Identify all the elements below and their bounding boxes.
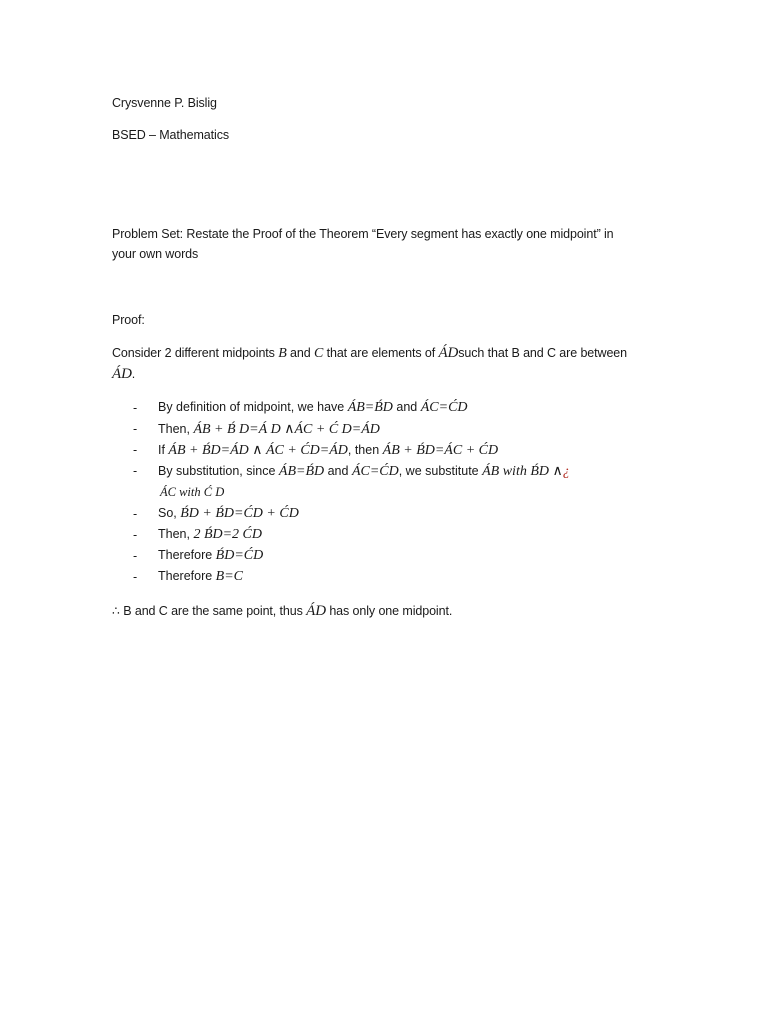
proof-heading: Proof: bbox=[112, 313, 145, 327]
intro-text-2: that are elements of bbox=[323, 346, 439, 360]
step-content bbox=[158, 506, 299, 522]
step-bullet: - bbox=[133, 443, 138, 457]
step-math: ÁB=B́D bbox=[278, 464, 325, 479]
therefore-symbol: ∴ bbox=[112, 604, 120, 618]
step-continuation: ÁC with Ć D bbox=[160, 485, 225, 499]
step-math-2: ÁB + B́D=ÁC + ĆD bbox=[382, 443, 499, 458]
step-text: Therefore bbox=[158, 569, 216, 583]
step-bullet: - bbox=[133, 401, 138, 415]
step-text: If bbox=[158, 443, 169, 457]
intro-var-b: B bbox=[278, 346, 287, 361]
intro-and: and bbox=[286, 346, 314, 360]
intro-text-3: such that B and C are between bbox=[458, 346, 628, 360]
intro-text-1: Consider 2 different midpoints bbox=[112, 346, 279, 360]
intro-period: . bbox=[131, 367, 136, 381]
step-math: B=C bbox=[215, 569, 244, 584]
author-name: Crysvenne P. Bislig bbox=[112, 96, 217, 110]
step-mid: and bbox=[324, 464, 352, 478]
step-math: ÁB=B́D bbox=[347, 400, 393, 415]
intro-segment-ad-2: ÁD bbox=[112, 366, 132, 382]
step-text: By definition of midpoint, we have bbox=[158, 400, 348, 414]
step-text: Then, bbox=[158, 422, 194, 436]
problem-statement-line-1: Problem Set: Restate the Proof of the Theorem “Every segment has exactly one midpoint” in bbox=[112, 227, 614, 241]
proof-intro-line-1 bbox=[112, 345, 627, 362]
step-text: By substitution, since bbox=[158, 464, 279, 478]
step-content bbox=[158, 442, 498, 459]
step-mid: and bbox=[392, 400, 421, 414]
step-math: B́D + B́D=ĆD + ĆD bbox=[180, 506, 299, 521]
step-text: Then, bbox=[158, 527, 194, 541]
step-text: So, bbox=[158, 506, 181, 520]
step-content bbox=[158, 421, 380, 438]
conclusion-segment-ad: ÁD bbox=[306, 603, 326, 619]
step-math: B́D=ĆD bbox=[215, 548, 264, 563]
step-bullet: - bbox=[133, 549, 138, 563]
step-mid: , then bbox=[347, 443, 383, 457]
conclusion-text-1: B and C are the same point, thus bbox=[119, 604, 307, 618]
step-math-3: ÁB with B́D ∧ bbox=[482, 464, 563, 479]
intro-segment-ad: ÁD bbox=[438, 345, 459, 361]
proof-intro-line-2 bbox=[112, 366, 135, 382]
step-bullet: - bbox=[133, 570, 138, 584]
step-content bbox=[158, 463, 570, 480]
step-bullet: - bbox=[133, 422, 138, 436]
step-content bbox=[158, 400, 468, 416]
step-bullet: - bbox=[133, 507, 138, 521]
step-error-mark: ¿ bbox=[562, 464, 570, 479]
step-content bbox=[158, 569, 243, 585]
course-name: BSED – Mathematics bbox=[112, 128, 229, 142]
step-content bbox=[158, 548, 263, 564]
intro-var-c: C bbox=[313, 346, 324, 361]
step-end: , we substitute bbox=[398, 464, 483, 478]
step-math: ÁB + B́ D=Á D ∧ÁC + Ć D=ÁD bbox=[193, 422, 380, 437]
step-math-2: ÁC=ĆD bbox=[420, 400, 468, 415]
step-bullet: - bbox=[133, 528, 138, 542]
step-bullet: - bbox=[133, 464, 138, 478]
conclusion-text-2: has only one midpoint. bbox=[325, 604, 453, 618]
step-text: Therefore bbox=[158, 548, 216, 562]
step-math: 2 B́D=2 ĆD bbox=[193, 527, 262, 542]
proof-conclusion bbox=[112, 603, 452, 619]
problem-statement-line-2: your own words bbox=[112, 247, 199, 261]
step-math: ÁB + B́D=ÁD ∧ ÁC + ĆD=ÁD bbox=[168, 443, 348, 458]
step-math-2: ÁC=ĆD bbox=[351, 464, 399, 479]
step-content bbox=[158, 527, 262, 543]
